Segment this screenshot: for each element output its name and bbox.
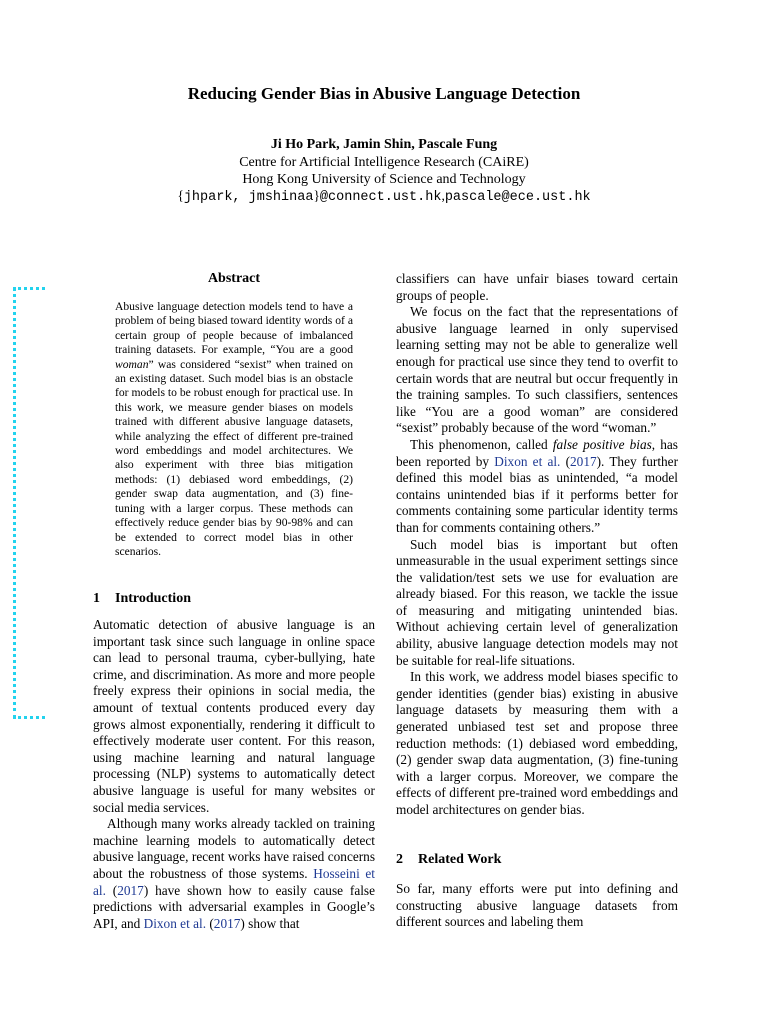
email-brace-open: { — [177, 188, 184, 203]
intro-text: show that — [244, 915, 300, 931]
right-paragraph-4: In this work, we address model biases specific to gender identities (gender bias) existing in abusive language datasets by measuring them with a generated unbiased test set and propose three reduction methods: (1) debiased word embedding, (2) gender swap data augmentation, (3) fine-tuning with a larger corpus. Moreover, we compare the effects of different pre-trained word embeddings and model architectures on gender bias. — [396, 669, 678, 817]
abstract-heading: Abstract — [207, 271, 261, 286]
right-paragraph-2: This phenomenon, called false positive bias, has been reported by Dixon et al. (2017). They further defined this model bias as unintended, “a model contains unintended bias if it performs better for comments containing some particular identity terms than for comments containing others.” — [396, 436, 678, 535]
email-brace-close: } — [313, 188, 320, 203]
email-separator: , — [441, 188, 445, 203]
citation-dixon[interactable]: Dixon et al. — [494, 453, 561, 469]
intro-paragraph-1: Automatic detection of abusive language is an important task since such language in online space can lead to personal trauma, cyber-bullying, hate crime, and discrimination. As more and more people freely express their opinions in social media, the amount of textual contents produced every day grows almost exponentially, rendering it difficult to effectively moderate user content. For this reason, using machine learning and natural language processing (NLP) systems to automatically detect abusive language is useful for many websites or social media services. — [93, 617, 375, 815]
abstract-emphasis: woman — [115, 357, 149, 371]
citation-hosseini-year[interactable]: 2017 — [117, 882, 144, 898]
author-emails — [0, 188, 768, 205]
intro-text: Although many works already tackled on training machine learning models to automatically detect abusive language, recent works have raised concerns about the robustness of those systems. — [93, 816, 375, 881]
left-column-intro — [93, 617, 375, 932]
right-paragraph-1: We focus on the fact that the representations of abusive language learned in only supervised learning setting may not be able to generalize well enough for practical use since they tend to overfit to certain words that are neutral but occur frequently in the training samples. To such classifiers, sentences like “You are a good woman” are considered “sexist” probably because of the word “woman.” — [396, 304, 678, 436]
email-usernames: jhpark, jmshinaa — [183, 190, 314, 205]
author-list: Ji Ho Park, Jamin Shin, Pascale Fung — [270, 137, 498, 152]
affiliation-university: Hong Kong University of Science and Technology — [242, 172, 526, 187]
citation-dixon-year[interactable]: 2017 — [570, 453, 597, 469]
right-column — [396, 271, 678, 819]
citation-hosseini[interactable]: Hosseini et al. — [93, 865, 375, 898]
abstract-text-1: Abusive language detection models tend to have a problem of being biased toward identity words of a certain group of people because of imbalanced training datasets. For example, “You are a good — [115, 300, 353, 357]
citation-dixon-year[interactable]: 2017 — [213, 915, 241, 931]
intro-paragraph-2: Although many works already tackled on training machine learning models to automatically detect abusive language, recent works have raised concerns about the robustness of those systems. Hosseini et al. (2017) have shown how to easily cause false predictions with adversarial examples in Google’s API, and Dixon et al. (2017) show that — [93, 816, 375, 931]
section-heading-introduction — [93, 591, 191, 607]
related-paragraph-1: So far, many efforts were put into defining and constructing abusive language datasets from different sources and labeling them — [396, 881, 678, 930]
section-number: 1 — [93, 591, 100, 606]
email-domain-1: @connect.ust.hk — [319, 190, 442, 205]
section-title: Related Work — [418, 852, 502, 867]
paper-title: Reducing Gender Bias in Abusive Language Detection — [187, 84, 581, 103]
abstract-text-2: ” was considered “sexist” when trained on an existing dataset. Such model bias is an obstacle for models to be robust enough for practical use. In this work, we measure gender biases on models trained with different abusive language datasets, while analyzing the effect of different pre-trained word embeddings and model architectures. We also experiment with three bias mitigation methods: (1) debiased word embeddings, (2) gender swap data augmentation, and (3) fine-tuning with a larger corpus. These methods can effectively reduce gender bias by 90-98% and can be extended to correct model bias in other scenarios. — [115, 357, 353, 558]
section-title: Introduction — [115, 591, 191, 606]
citation-dixon[interactable]: Dixon et al. — [143, 915, 207, 931]
related-work-body — [396, 881, 678, 931]
section-heading-related-work — [396, 852, 501, 868]
section-number: 2 — [396, 852, 403, 867]
affiliation-centre: Centre for Artificial Intelligence Research (CAiRE) — [239, 155, 529, 170]
right-paragraph-continued: classifiers can have unfair biases toward certain groups of people. — [396, 271, 678, 303]
margin-selection-marker — [13, 287, 45, 719]
abstract-body — [115, 300, 353, 559]
email-address-2: pascale@ece.ust.hk — [444, 190, 591, 205]
right-paragraph-3: Such model bias is important but often unmeasurable in the usual experiment settings since the validation/test sets we use for evaluation are already biased. For this reason, we tackle the issue of measuring and mitigating unintended bias. Without achieving certain level of generalization ability, abusive language detection models may not be suitable for real-life situations. — [396, 536, 678, 668]
intro-text: have shown how to easily cause false predictions with adversarial examples in Google’s API, and — [93, 882, 375, 931]
abstract-paragraph — [115, 300, 353, 559]
term-false-positive-bias: false positive bias — [552, 436, 652, 452]
